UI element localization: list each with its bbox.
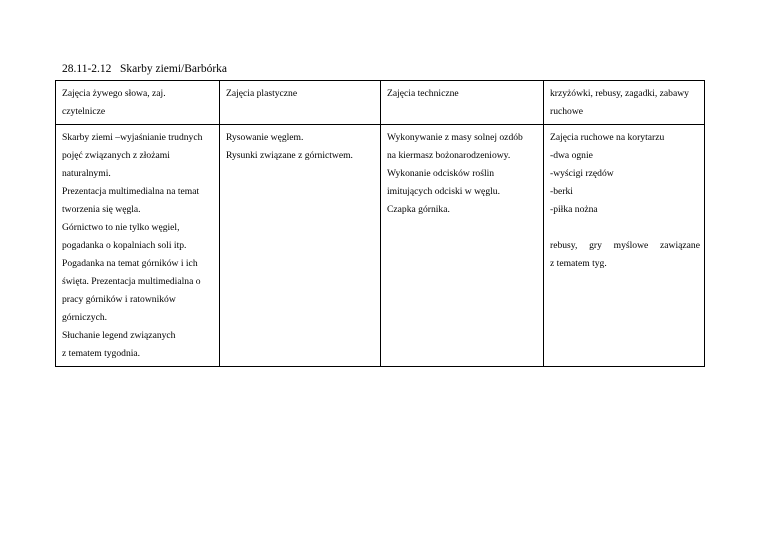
cell-line: Zajęcia ruchowe na korytarzu bbox=[550, 132, 665, 143]
cell-line: Rysowanie węglem. bbox=[226, 132, 304, 143]
cell-line: Słuchanie legend związanych bbox=[62, 330, 176, 341]
header-text: ruchowe bbox=[550, 106, 584, 117]
cell-line: na kiermasz bożonarodzeniowy. bbox=[387, 150, 511, 161]
document-title: 28.11-2.12 Skarby ziemi/Barbórka bbox=[62, 63, 228, 75]
header-cell-art-activities bbox=[220, 81, 381, 125]
body-cell-games-activities bbox=[544, 125, 705, 367]
cell-line: Górnictwo to nie tylko węgiel, bbox=[62, 222, 180, 233]
table-body-row bbox=[56, 125, 705, 367]
cell-line: Wykonanie odcisków roślin bbox=[387, 168, 495, 179]
cell-line: -dwa ognie bbox=[550, 150, 593, 161]
body-cell-technical-activities bbox=[381, 125, 544, 367]
cell-line: naturalnymi. bbox=[62, 168, 111, 179]
justified-line bbox=[550, 237, 700, 255]
cell-line: z tematem tyg. bbox=[550, 258, 607, 269]
cell-line: pogadanka o kopalniach soli itp. bbox=[62, 240, 187, 251]
blank-line bbox=[550, 219, 700, 237]
cell-line: imitujących odciski w węglu. bbox=[387, 186, 500, 197]
cell-line: święta. Prezentacja multimedialna o bbox=[62, 276, 201, 287]
cell-word: myślowe bbox=[613, 240, 649, 251]
cell-line: Wykonywanie z masy solnej ozdób bbox=[387, 132, 523, 143]
cell-line: Czapka górnika. bbox=[387, 204, 450, 215]
table-header-row bbox=[56, 81, 705, 125]
header-text: krzyżówki, rebusy, zagadki, zabawy bbox=[550, 88, 689, 99]
cell-word: gry bbox=[589, 240, 602, 251]
cell-line: Prezentacja multimedialna na temat bbox=[62, 186, 200, 197]
header-cell-technical-activities bbox=[381, 81, 544, 125]
header-text: czytelnicze bbox=[62, 106, 106, 117]
cell-line: pracy górników i ratowników bbox=[62, 294, 176, 305]
cell-line: Skarby ziemi –wyjaśnianie trudnych bbox=[62, 132, 203, 143]
cell-word: rebusy, bbox=[550, 240, 578, 251]
cell-line: z tematem tygodnia. bbox=[62, 348, 141, 359]
header-text: Zajęcia techniczne bbox=[387, 88, 459, 99]
header-text: Zajęcia żywego słowa, zaj. bbox=[62, 88, 166, 99]
cell-line: górniczych. bbox=[62, 312, 108, 323]
cell-line: Rysunki związane z górnictwem. bbox=[226, 150, 353, 161]
cell-line: Pogadanka na temat górników i ich bbox=[62, 258, 198, 269]
cell-line: tworzenia się węgla. bbox=[62, 204, 141, 215]
body-cell-art-activities bbox=[220, 125, 381, 367]
cell-line: pojęć związanych z złożami bbox=[62, 150, 170, 161]
header-text: Zajęcia plastyczne bbox=[226, 88, 298, 99]
body-cell-literary-activities bbox=[56, 125, 220, 367]
cell-line: -berki bbox=[550, 186, 573, 197]
cell-word: zawiązane bbox=[660, 240, 700, 251]
header-cell-literary-activities bbox=[56, 81, 220, 125]
cell-line: -wyścigi rzędów bbox=[550, 168, 614, 179]
activity-table bbox=[55, 80, 705, 367]
header-cell-games-activities bbox=[544, 81, 705, 125]
cell-line: -piłka nożna bbox=[550, 204, 598, 215]
